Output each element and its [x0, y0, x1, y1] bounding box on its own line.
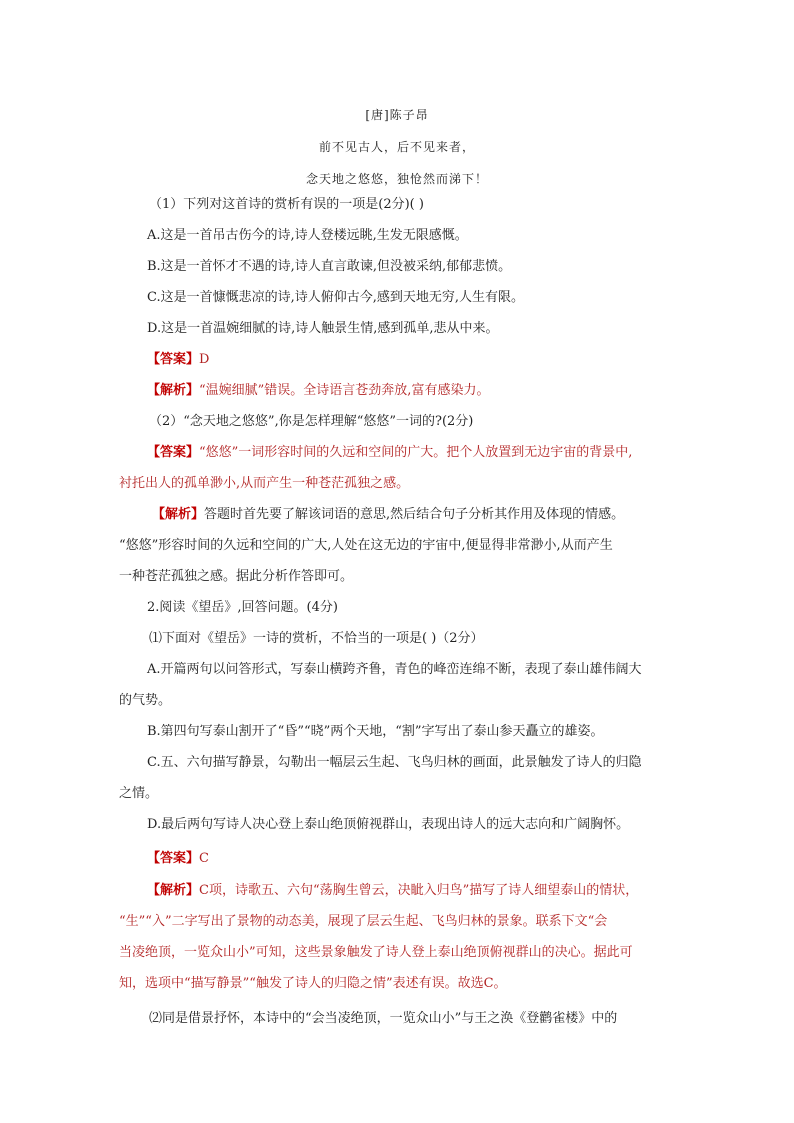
answer-tag: 【答案】: [147, 851, 200, 866]
q1-option-b: B.这是一首怀才不遇的诗,诗人直言敢谏,但没被采纳,郁郁悲愤。: [147, 259, 512, 274]
s2-option-d: D.最后两句写诗人决心登上泰山绝顶俯视群山，表现出诗人的远大志向和广阔胸怀。: [147, 817, 630, 832]
answer-value: D: [199, 352, 210, 367]
q2-answer: [147, 443, 632, 463]
q1-stem: （1）下列对这首诗的赏析有误的一项是(2分)( ): [149, 197, 424, 212]
q2-analysis-line-2: “悠悠”形容时间的久远和空间的广大,人处在这无边的宇宙中,便显得非常渺小,从而产生: [119, 538, 613, 553]
analysis-line-1: C项，诗歌五、六句“荡胸生曾云，决眦入归鸟”描写了诗人细望泰山的情状，: [199, 883, 639, 898]
analysis-tag: 【解析】: [152, 507, 205, 522]
section-2-heading: 2.阅读《望岳》,回答问题。(4分): [147, 600, 338, 615]
answer-tag: 【答案】: [147, 445, 200, 460]
answer-value: C: [199, 851, 209, 866]
s2-analysis-line-2: “生”“入”二字写出了景物的动态美，展现了层云生起、飞鸟归林的景象。联系下文“会: [119, 914, 608, 929]
s2-analysis-line-3: 当凌绝顶，一览众山小”可知，这些景象触发了诗人登上泰山绝顶俯视群山的决心。据此可: [119, 945, 633, 960]
s2-q2-stem: ⑵同是借景抒怀，本诗中的“会当凌绝顶，一览众山小”与王之涣《登鹳雀楼》中的: [149, 1011, 618, 1026]
q1-analysis: [147, 381, 489, 401]
poem-author: [唐]陈子昂: [365, 108, 429, 122]
s2-option-b: B.第四句写泰山割开了“昏”“晓”两个天地，“割”字写出了泰山参天矗立的雄姿。: [147, 724, 604, 739]
s2-option-a-cont: 的气势。: [119, 693, 172, 708]
q1-option-c: C.这是一首慷慨悲凉的诗,诗人俯仰古今,感到天地无穷,人生有限。: [147, 290, 525, 305]
answer-line-1: “悠悠”一词形容时间的久远和空间的广大。把个人放置到无边宇宙的背景中,: [199, 445, 633, 460]
s2-analysis: [147, 881, 638, 901]
s2-option-c: C.五、六句描写静景，勾勒出一幅层云生起、飞鸟归林的画面，此景触发了诗人的归隐: [147, 755, 642, 770]
q2-analysis: [152, 505, 624, 525]
poem-line-1: 前不见古人，后不见来者，: [318, 140, 475, 154]
s2-option-c-cont: 之情。: [119, 786, 159, 801]
s2-analysis-line-4: 知，选项中“描写静景”“触发了诗人的归隐之情”表述有误。故选C。: [119, 976, 507, 991]
q1-option-d: D.这是一首温婉细腻的诗,诗人触景生情,感到孤单,悲从中来。: [147, 321, 499, 336]
analysis-tag: 【解析】: [147, 383, 200, 398]
q2-stem: （2）“念天地之悠悠”,你是怎样理解“悠悠”一词的?(2分): [149, 414, 474, 429]
s2-answer: [147, 849, 209, 869]
s2-q1-stem: ⑴下面对《望岳》一诗的赏析，不恰当的一项是( )（2分）: [149, 631, 484, 646]
analysis-line-1: 答题时首先要了解该词语的意思,然后结合句子分析其作用及体现的情感。: [204, 507, 625, 522]
q1-answer: [147, 350, 209, 370]
answer-tag: 【答案】: [147, 352, 200, 367]
q2-analysis-line-3: 一种苍茫孤独之感。据此分析作答即可。: [119, 569, 354, 584]
q2-answer-cont: 衬托出人的孤单渺小,从而产生一种苍茫孤独之感。: [119, 476, 410, 491]
poem-line-2: 念天地之悠悠，独怆然而涕下！: [305, 172, 488, 186]
analysis-text: “温婉细腻”错误。全诗语言苍劲奔放,富有感染力。: [199, 383, 490, 398]
analysis-tag: 【解析】: [147, 883, 200, 898]
poem: [0, 99, 794, 195]
s2-option-a: A.开篇两句以问答形式，写泰山横跨齐鲁，青色的峰峦连绵不断，表现了泰山雄伟阔大: [147, 662, 642, 677]
q1-option-a: A.这是一首吊古伤今的诗,诗人登楼远眺,生发无限感慨。: [147, 228, 468, 243]
